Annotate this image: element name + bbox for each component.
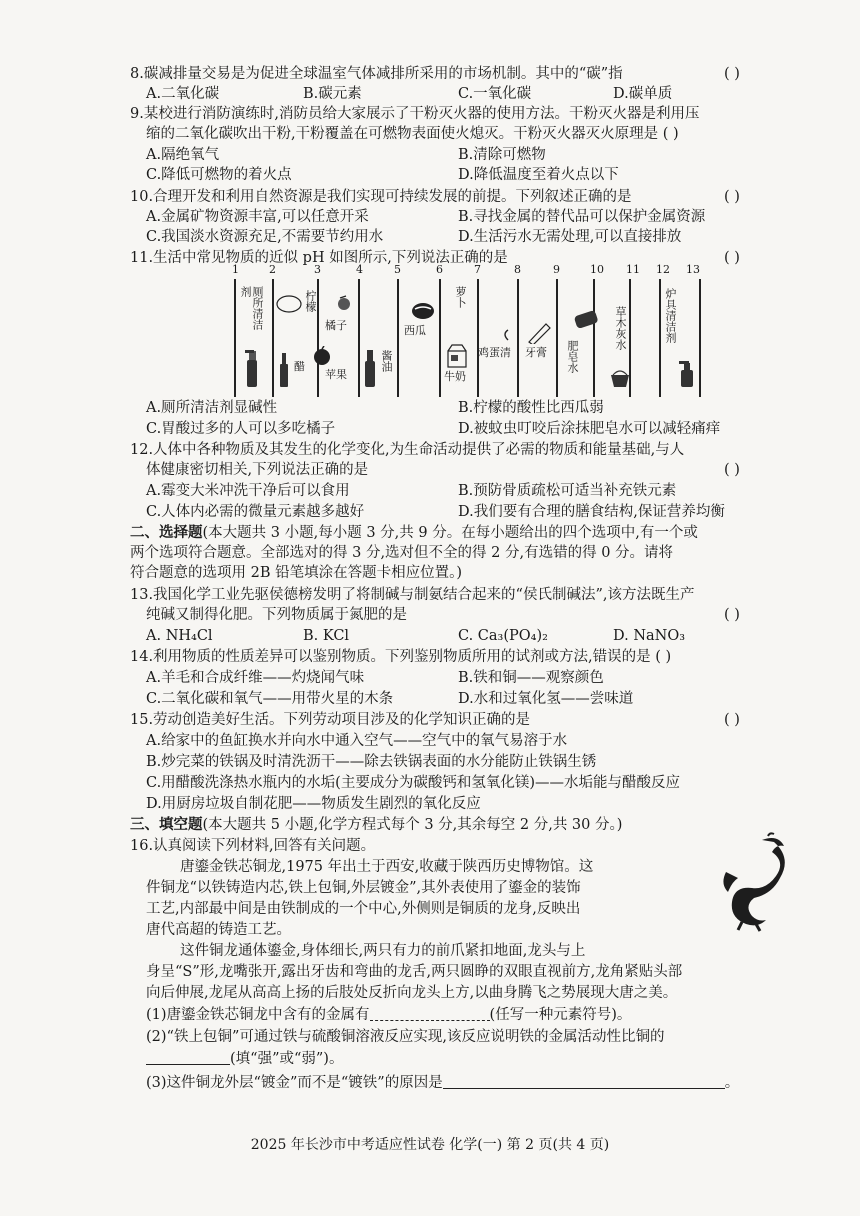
- ph-line-8: [517, 279, 519, 397]
- q13-stem-line2: 纯碱又制得化肥。下列物质属于氮肥的是: [146, 607, 407, 623]
- ph-line-13: [699, 279, 701, 397]
- q12-option-a: A.霉变大米冲洗干净后可以食用: [146, 483, 350, 499]
- q15-option-c: C.用醋酸洗涤热水瓶内的水垢(主要成分为碳酸钙和氢氧化镁)——水垢能与醋酸反应: [146, 775, 680, 791]
- section-3-title: 三、填空题: [130, 816, 203, 833]
- section-2-title: 二、选择题: [130, 524, 203, 541]
- ph-tick-4: 4: [356, 263, 363, 276]
- spray-bottle-icon: [244, 348, 260, 388]
- q16-sub2-line1: (2)“铁上包铜”可通过铁与硫酸铜溶液反应实现,该反应说明铁的金属活动性比铜的: [146, 1029, 665, 1045]
- q13-option-b: B. KCl: [303, 628, 350, 644]
- label-toothpaste: 牙膏: [525, 346, 547, 359]
- q13-option-a: A. NH₄Cl: [146, 628, 213, 644]
- ph-line-1: [234, 279, 236, 397]
- label-egg-white: 鸡蛋清: [478, 346, 511, 359]
- q8-stem: 8.碳减排量交易是为促进全球温室气体减排所采用的市场机制。其中的“碳”指: [130, 66, 623, 82]
- vinegar-bottle-icon: [278, 350, 290, 388]
- q12-option-d: D.我们要有合理的膳食结构,保证营养均衡: [458, 504, 725, 520]
- q11-option-d: D.被蚊虫叮咬后涂抹肥皂水可以减轻痛痒: [458, 421, 721, 437]
- label-toilet-cleaner: 厕所清洁剂: [239, 286, 264, 330]
- q14-option-d: D.水和过氧化氢——尝味道: [458, 691, 634, 707]
- label-milk: 牛奶: [444, 370, 466, 383]
- q16-sub3-prompt: (3)这件铜龙外层“镀金”而不是“镀铁”的原因是: [146, 1075, 443, 1091]
- ph-line-7: [477, 279, 479, 397]
- page-footer: 2025 年长沙市中考适应性试卷 化学(一) 第 2 页(共 4 页): [250, 1137, 610, 1153]
- soy-sauce-bottle-icon: [364, 348, 376, 388]
- section-2-desc: (本大题共 3 小题,每小题 3 分,共 9 分。在每小题给出的四个选项中,有一个或: [202, 525, 698, 541]
- q10-option-b: B.寻找金属的替代品可以保护金属资源: [458, 209, 706, 225]
- q16-sub2-hint: (填“强”或“弱”)。: [230, 1051, 344, 1067]
- q8-option-c: C.一氧化碳: [458, 86, 532, 102]
- q16-para2-line2: 身呈“S”形,龙嘴张开,露出牙齿和弯曲的龙舌,两只圆睁的双眼直视前方,龙角紧贴头部: [146, 964, 683, 980]
- q13-answer-bracket: ( ): [724, 607, 740, 623]
- q8-answer-bracket: ( ): [724, 66, 740, 82]
- ph-line-3: [317, 279, 319, 397]
- q15-stem: 15.劳动创造美好生活。下列劳动项目涉及的化学知识正确的是: [130, 712, 531, 728]
- apple-icon: [312, 346, 332, 366]
- q14-option-a: A.羊毛和合成纤维——灼烧闻气味: [146, 670, 365, 686]
- label-watermelon: 西瓜: [404, 324, 426, 337]
- q8-option-b: B.碳元素: [303, 86, 362, 102]
- q12-stem-line2: 体健康密切相关,下列说法正确的是: [146, 462, 369, 478]
- ph-line-10: [593, 279, 595, 397]
- lemon-icon: [276, 294, 302, 314]
- cleaner-bottle-icon: [678, 360, 696, 388]
- ph-tick-6: 6: [436, 263, 443, 276]
- ph-tick-5: 5: [394, 263, 401, 276]
- q15-option-d: D.用厨房垃圾自制花肥——物质发生剧烈的氧化反应: [146, 796, 481, 812]
- ph-tick-7: 7: [474, 263, 481, 276]
- label-soy-sauce: 酱油: [380, 350, 393, 372]
- section-2-desc-line2: 两个选项符合题意。全部选对的得 3 分,选对但不全的得 2 分,有选错的得 0 分。请将: [130, 545, 674, 561]
- q9-option-c: C.降低可燃物的着火点: [146, 167, 292, 183]
- watermelon-icon: [410, 301, 436, 321]
- q10-answer-bracket: ( ): [724, 189, 740, 205]
- q16-sub1-hint: (任写一种元素符号)。: [489, 1007, 632, 1023]
- q16-para2-line3: 向后伸展,龙尾从高高上扬的后肢处反折向龙头上方,以曲身腾飞之势展现大唐之美。: [146, 985, 678, 1001]
- q11-option-c: C.胃酸过多的人可以多吃橘子: [146, 421, 336, 437]
- q16-sub1: [146, 1005, 631, 1025]
- q16-para1-line3: 工艺,内部最中间是由铁制成的一个中心,外侧则是铜质的龙身,反映出: [146, 901, 581, 917]
- q16-sub1-prompt: (1)唐鎏金铁芯铜龙中含有的金属有: [146, 1007, 370, 1023]
- q13-stem-line1: 13.我国化学工业先驱侯德榜发明了将制碱与制氨结合起来的“侯氏制碱法”,该方法既生产: [130, 587, 695, 603]
- q8-option-a: A.二氧化碳: [146, 86, 220, 102]
- ph-scale-figure: [232, 264, 702, 398]
- q9-option-d: D.降低温度至着火点以下: [458, 167, 619, 183]
- q16-para1-line1: 唐鎏金铁芯铜龙,1975 年出土于西安,收藏于陕西历史博物馆。这: [180, 859, 594, 875]
- q10-stem: 10.合理开发和利用自然资源是我们实现可持续发展的前提。下列叙述正确的是: [130, 189, 632, 205]
- q16-para1-line2: 件铜龙“以铁铸造内芯,铁上包铜,外层镀金”,其外表使用了鎏金的装饰: [146, 880, 581, 896]
- label-plant-ash-water: 草木灰水: [614, 306, 627, 350]
- label-soap-water: 肥皂水: [566, 340, 579, 373]
- q13-option-c: C. Ca₃(PO₄)₂: [458, 628, 548, 644]
- q16-sub1-answer-blank[interactable]: [370, 1006, 490, 1021]
- ph-line-5: [397, 279, 399, 397]
- q9-stem-line2: 缩的二氧化碳吹出干粉,干粉覆盖在可燃物表面使火熄灭。干粉灭火器灭火原理是 ( ): [146, 126, 679, 142]
- ph-line-2: [272, 279, 274, 397]
- gilded-dragon-image: [712, 832, 794, 932]
- bucket-icon: [608, 370, 632, 388]
- label-radish: 萝卜: [454, 286, 467, 308]
- orange-icon: [336, 294, 352, 312]
- label-apple: 苹果: [325, 368, 347, 381]
- section-3-header: [130, 815, 622, 835]
- ph-tick-11: 11: [626, 263, 640, 276]
- q10-option-c: C.我国淡水资源充足,不需要节约用水: [146, 229, 384, 245]
- q15-option-a: A.给家中的鱼缸换水并向水中通入空气——空气中的氧气易溶于水: [146, 733, 568, 749]
- ph-line-6: [439, 279, 441, 397]
- soap-icon: [572, 308, 602, 330]
- ph-line-4: [358, 279, 360, 397]
- q11-option-a: A.厕所清洁剂显碱性: [146, 400, 278, 416]
- ph-tick-10: 10: [590, 263, 604, 276]
- ph-tick-1: 1: [232, 263, 239, 276]
- q11-answer-bracket: ( ): [724, 250, 740, 266]
- q14-option-c: C.二氧化碳和氧气——用带火星的木条: [146, 691, 394, 707]
- q16-sub2-line2: [146, 1049, 343, 1069]
- q13-option-d: D. NaNO₃: [613, 628, 686, 644]
- ph-tick-9: 9: [553, 263, 560, 276]
- q8-option-d: D.碳单质: [613, 86, 673, 102]
- ph-tick-13: 13: [686, 263, 700, 276]
- ph-tick-12: 12: [656, 263, 670, 276]
- q15-option-b: B.炒完菜的铁锅及时清洗沥干——除去铁锅表面的水分能防止铁锅生锈: [146, 754, 597, 770]
- section-3-desc: (本大题共 5 小题,化学方程式每个 3 分,其余每空 2 分,共 30 分。): [202, 817, 623, 833]
- toothpaste-icon: [526, 320, 552, 344]
- q9-option-a: A.隔绝氧气: [146, 147, 220, 163]
- q11-option-b: B.柠檬的酸性比西瓜弱: [458, 400, 604, 416]
- q14-option-b: B.铁和铜——观察颜色: [458, 670, 604, 686]
- label-vinegar: 醋: [294, 360, 305, 373]
- ph-line-9: [556, 279, 558, 397]
- ph-tick-3: 3: [314, 263, 321, 276]
- q16-para2-line1: 这件铜龙通体鎏金,身体细长,两只有力的前爪紧扣地面,龙头与上: [180, 943, 586, 959]
- label-stove-cleaner: 炉具清洁剂: [664, 288, 677, 343]
- q15-answer-bracket: ( ): [724, 712, 740, 728]
- section-2-desc-line3: 符合题意的选项用 2B 铅笔填涂在答题卡相应位置。): [130, 565, 463, 581]
- section-2-header: [130, 523, 698, 543]
- q16-stem: 16.认真阅读下列材料,回答有关问题。: [130, 838, 376, 854]
- milk-carton-icon: [446, 344, 468, 368]
- q16-sub2-answer-blank[interactable]: [146, 1050, 230, 1065]
- ph-tick-8: 8: [514, 263, 521, 276]
- q16-sub3-answer-blank[interactable]: [443, 1074, 725, 1089]
- ph-line-12: [659, 279, 661, 397]
- q11-stem: 11.生活中常见物质的近似 pH 如图所示,下列说法正确的是: [130, 250, 508, 266]
- q9-stem-line1: 9.某校进行消防演练时,消防员给大家展示了干粉灭火器的使用方法。干粉灭火器是利用压: [130, 106, 700, 122]
- q12-stem-line1: 12.人体中各种物质及其发生的化学变化,为生命活动提供了必需的物质和能量基础,与人: [130, 442, 685, 458]
- egg-icon: [500, 328, 512, 342]
- q16-sub3: (3)这件铜龙外层“镀金”而不是“镀铁”的原因是 。: [146, 1075, 740, 1091]
- q16-para1-line4: 唐代高超的铸造工艺。: [146, 922, 291, 938]
- q9-option-b: B.清除可燃物: [458, 147, 546, 163]
- q10-option-a: A.金属矿物资源丰富,可以任意开采: [146, 209, 369, 225]
- label-lemon: 柠檬: [304, 290, 317, 312]
- q10-option-d: D.生活污水无需处理,可以直接排放: [458, 229, 682, 245]
- ph-tick-2: 2: [269, 263, 276, 276]
- q12-option-c: C.人体内必需的微量元素越多越好: [146, 504, 365, 520]
- q14-stem: 14.利用物质的性质差异可以鉴别物质。下列鉴别物质所用的试剂或方法,错误的是 ( ): [130, 649, 672, 665]
- q12-option-b: B.预防骨质疏松可适当补充铁元素: [458, 483, 677, 499]
- q12-answer-bracket: ( ): [724, 462, 740, 478]
- label-orange: 橘子: [325, 319, 347, 332]
